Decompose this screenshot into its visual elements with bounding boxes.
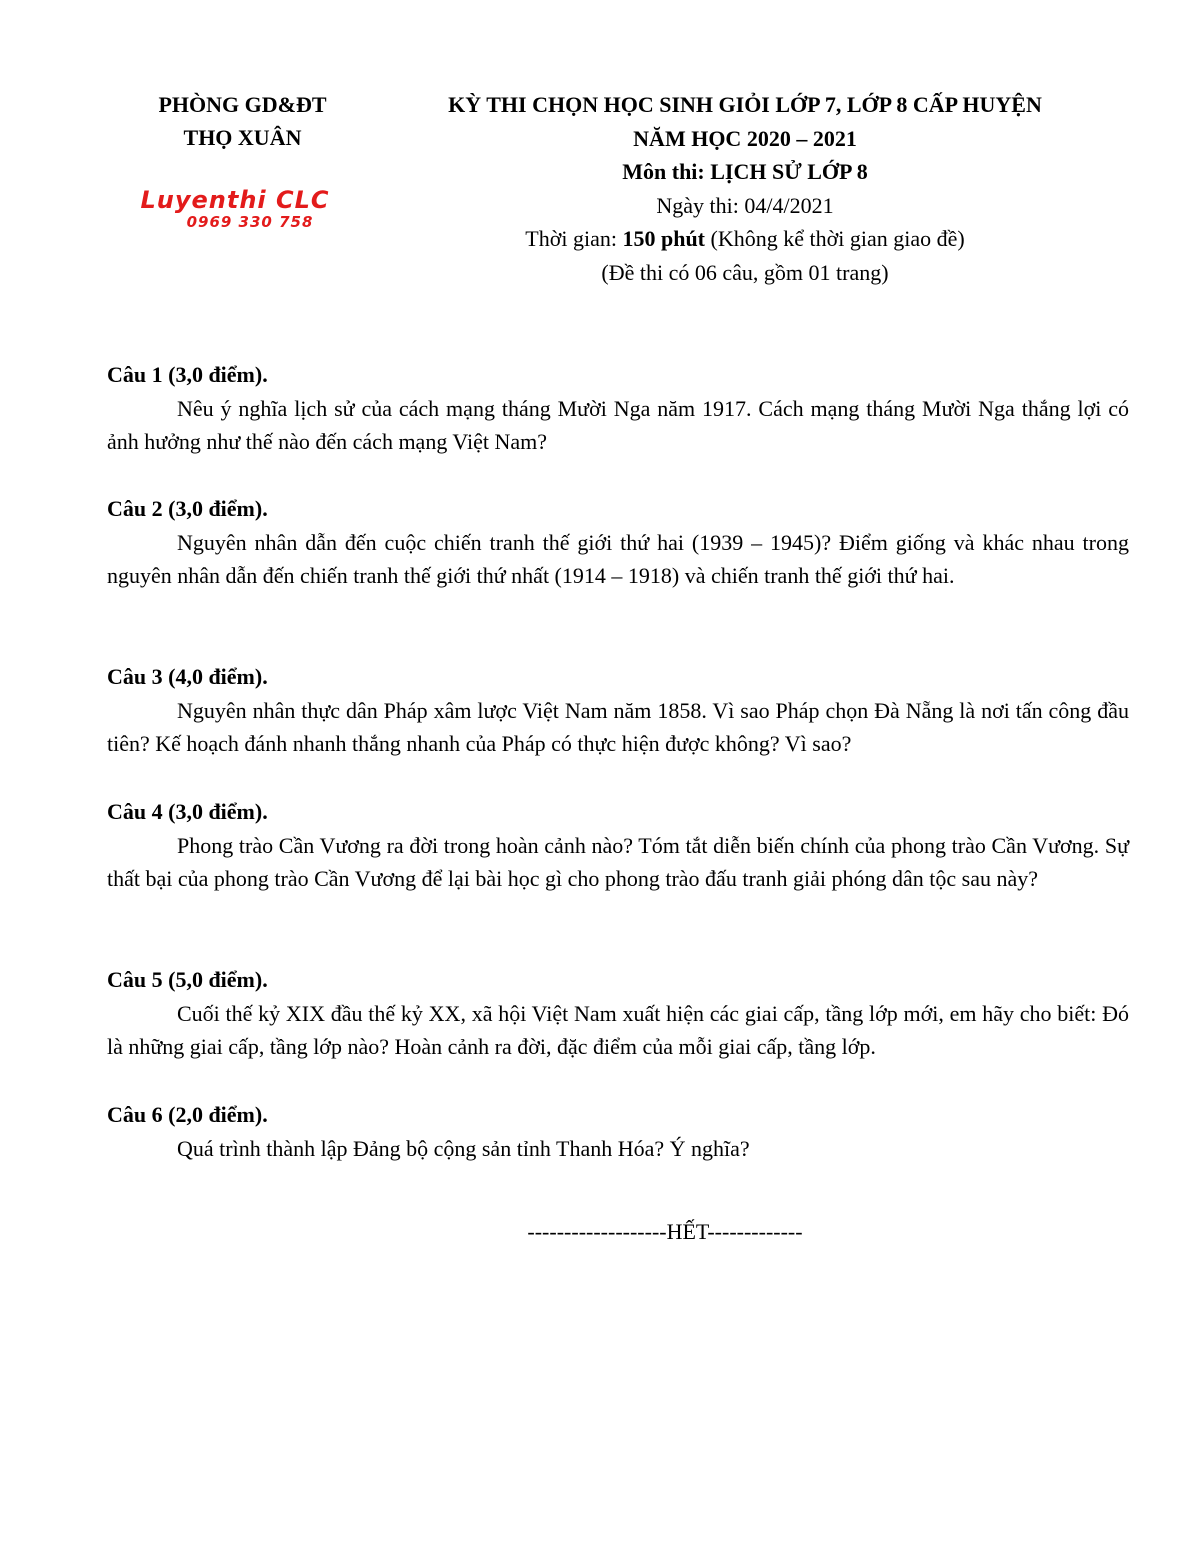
question-2 xyxy=(107,492,1129,593)
question-3 xyxy=(107,660,1129,761)
question-3-body: Nguyên nhân thực dân Pháp xâm lược Việt Nam năm 1858. Vì sao Pháp chọn Đà Nẵng là nơi tấn công đầu tiên? Kế hoạch đánh nhanh thắng nhanh của Pháp có thực hiện được không? Vì sao? xyxy=(107,697,1129,756)
question-5 xyxy=(107,963,1129,1064)
logo-phone: 0969 330 758 xyxy=(186,213,314,231)
department-line-2: THỌ XUÂN xyxy=(183,125,302,150)
question-3-title: Câu 3 (4,0 điểm). xyxy=(107,664,268,689)
question-5-body: Cuối thế kỷ XIX đầu thế kỷ XX, xã hội Việt Nam xuất hiện các giai cấp, tầng lớp mới, em hãy cho biết: Đó là những giai cấp, tầng lớp nào? Hoàn cảnh ra đời, đặc điểm của mỗi giai cấp, tầng lớp. xyxy=(107,1000,1129,1059)
exam-date: Ngày thi: 04/4/2021 xyxy=(656,192,834,218)
exam-title: KỲ THI CHỌN HỌC SINH GIỎI LỚP 7, LỚP 8 CẤP HUYỆN xyxy=(448,92,1042,117)
time-value: 150 phút xyxy=(622,226,706,251)
time-prefix: Thời gian: xyxy=(525,226,623,251)
school-year: NĂM HỌC 2020 – 2021 xyxy=(633,125,857,151)
question-4 xyxy=(107,795,1129,896)
question-4-title: Câu 4 (3,0 điểm). xyxy=(107,799,268,824)
question-1 xyxy=(107,358,1129,459)
exam-subject: Môn thi: LỊCH SỬ LỚP 8 xyxy=(622,159,868,184)
end-marker: -------------------HẾT------------- xyxy=(527,1219,803,1244)
question-5-title: Câu 5 (5,0 điểm). xyxy=(107,967,268,992)
watermark-logo xyxy=(110,186,360,231)
question-6-title: Câu 6 (2,0 điểm). xyxy=(107,1102,268,1127)
time-suffix: (Không kể thời gian giao đề) xyxy=(705,226,965,251)
question-1-body: Nêu ý nghĩa lịch sử của cách mạng tháng Mười Nga năm 1917. Cách mạng tháng Mười Nga thắng lợi có ảnh hưởng như thế nào đến cách mạng Việt Nam? xyxy=(107,395,1129,454)
question-6 xyxy=(107,1098,1129,1165)
question-1-title: Câu 1 (3,0 điểm). xyxy=(107,362,268,387)
question-2-title: Câu 2 (3,0 điểm). xyxy=(107,496,268,521)
logo-name: Luyenthi CLC xyxy=(140,186,330,214)
question-4-body: Phong trào Cần Vương ra đời trong hoàn cảnh nào? Tóm tắt diễn biến chính của phong trào Cần Vương. Sự thất bại của phong trào Cần Vương để lại bài học gì cho phong trào đấu tranh giải phóng dân tộc sau này? xyxy=(107,832,1129,891)
question-6-body: Quá trình thành lập Đảng bộ cộng sản tỉnh Thanh Hóa? Ý nghĩa? xyxy=(177,1135,750,1161)
exam-time xyxy=(385,222,1105,256)
department-header xyxy=(100,88,385,154)
exam-note: (Đề thi có 06 câu, gồm 01 trang) xyxy=(601,259,889,285)
exam-header xyxy=(385,88,1105,289)
question-2-body: Nguyên nhân dẫn đến cuộc chiến tranh thế giới thứ hai (1939 – 1945)? Điểm giống và khác nhau trong nguyên nhân dẫn đến chiến tranh thế giới thứ nhất (1914 – 1918) và chiến tranh thế giới thứ hai. xyxy=(107,529,1129,588)
department-line-1: PHÒNG GD&ĐT xyxy=(158,92,327,117)
